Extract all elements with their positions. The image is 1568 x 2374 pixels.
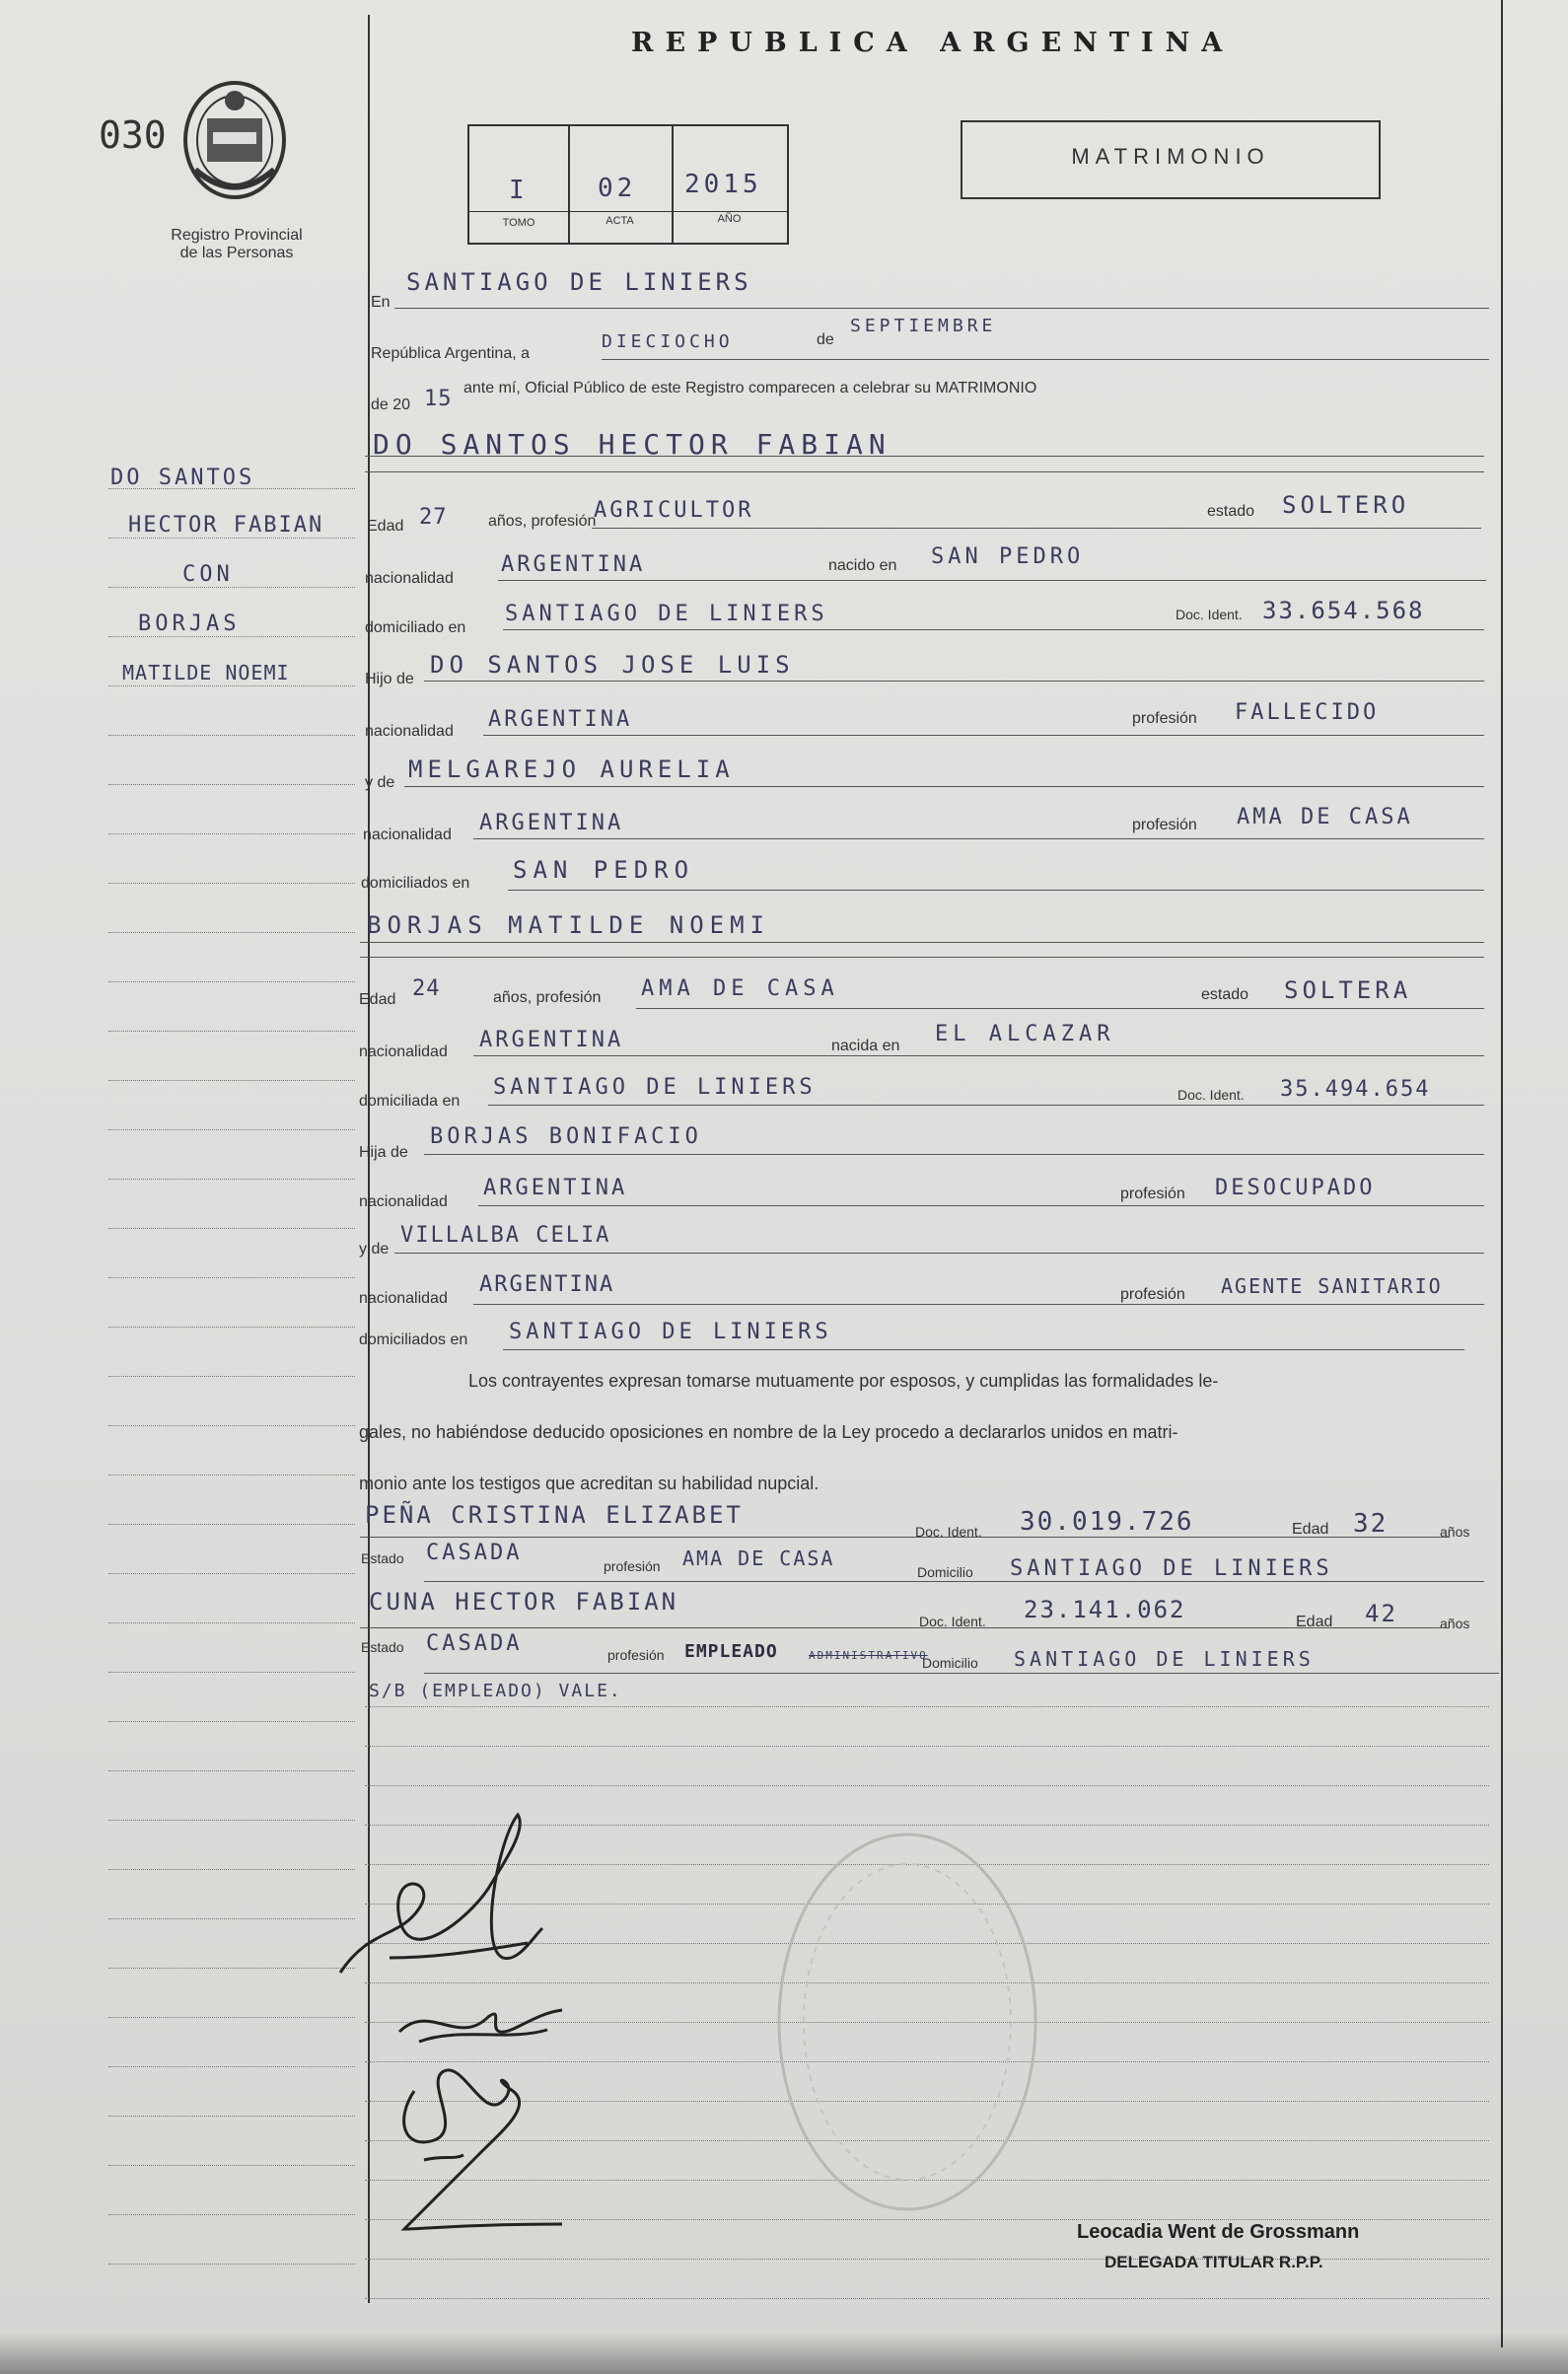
witness1-anos-label: años: [1440, 1524, 1470, 1540]
margin-rule: [108, 1179, 355, 1180]
registry-name-line1: Registro Provincial: [171, 227, 303, 244]
witness1-profesion-label: profesión: [604, 1558, 661, 1574]
bride-nacionalidad: ARGENTINA: [479, 1028, 624, 1052]
margin-rule: [108, 981, 355, 982]
witness2-name: CUNA HECTOR FABIAN: [369, 1588, 679, 1616]
margin-rule: [108, 1820, 355, 1821]
witness1-estado-label: Estado: [361, 1550, 404, 1566]
margin-rule: [108, 1031, 355, 1032]
lugar-label: En: [371, 294, 391, 311]
margin-rule: [108, 932, 355, 933]
groom-estado-label: estado: [1207, 503, 1255, 520]
bride-edad-label: Edad: [359, 991, 396, 1008]
witness2-profesion: EMPLEADO: [684, 1641, 778, 1662]
witness1-profesion: AMA DE CASA: [682, 1547, 835, 1570]
correction-note: S/B (EMPLEADO) VALE.: [369, 1681, 622, 1701]
margin-rule: [108, 1721, 355, 1722]
margin-rule: [108, 2214, 355, 2215]
field-rule: [424, 1673, 1499, 1674]
margin-rule: [108, 1080, 355, 1081]
field-rule: [602, 359, 1489, 360]
groom-doc: 33.654.568: [1262, 597, 1425, 624]
groom-madre-profesion-label: profesión: [1132, 817, 1197, 833]
field-rule: [360, 957, 1484, 958]
registry-seal-icon: [176, 71, 294, 204]
bride-padre: BORJAS BONIFACIO: [430, 1124, 702, 1149]
bride-nacionalidad-label: nacionalidad: [359, 1043, 448, 1060]
field-rule: [503, 1349, 1464, 1350]
bride-domicilio: SANTIAGO DE LINIERS: [493, 1075, 817, 1100]
bride-madre-nacionalidad-label: nacionalidad: [359, 1290, 448, 1307]
witness1-domicilio-label: Domicilio: [917, 1564, 973, 1580]
bride-yde-label: y de: [359, 1241, 390, 1258]
ano-value: 2015: [684, 170, 762, 199]
acta-label: ACTA: [606, 215, 634, 227]
margin-rule: [108, 1277, 355, 1278]
groom-padre-profesion: FALLECIDO: [1235, 700, 1380, 725]
field-rule: [360, 1537, 1450, 1538]
witness1-edad-label: Edad: [1292, 1521, 1329, 1538]
margin-rule: [108, 735, 355, 736]
bride-nacida-en: EL ALCAZAR: [935, 1022, 1115, 1046]
anio-text: ante mí, Oficial Público de este Registro comparecen a celebrar su MATRIMONIO: [463, 380, 1037, 396]
bride-estado: SOLTERA: [1284, 976, 1412, 1004]
margin-rule: [108, 1129, 355, 1130]
body-rule: [365, 1746, 1489, 1747]
margin-rule: [108, 1770, 355, 1771]
groom-nacido-en: SAN PEDRO: [931, 544, 1085, 569]
bride-estado-label: estado: [1201, 986, 1249, 1003]
bride-edad: 24: [412, 976, 441, 1001]
margin-rule: [108, 2116, 355, 2117]
document-type: MATRIMONIO: [1071, 144, 1270, 169]
groom-doc-label: Doc. Ident.: [1176, 607, 1243, 622]
groom-padres-domicilio: SAN PEDRO: [513, 856, 695, 884]
witness2-edad-label: Edad: [1296, 1614, 1333, 1630]
margin-note: CON: [182, 562, 234, 587]
groom-nacionalidad: ARGENTINA: [501, 552, 646, 577]
official-title: DELEGADA TITULAR R.P.P.: [1105, 2253, 1323, 2271]
groom-nacionalidad-label: nacionalidad: [365, 570, 454, 587]
field-rule: [478, 1205, 1484, 1206]
groom-padre-profesion-label: profesión: [1132, 710, 1197, 727]
bride-hija-label: Hija de: [359, 1144, 408, 1161]
bride-padre-nacionalidad: ARGENTINA: [483, 1176, 628, 1200]
dia-label: República Argentina, a: [371, 345, 530, 362]
signature-icon: [390, 1992, 567, 2061]
body-rule: [365, 2298, 1489, 2299]
anio-prefix: de 20: [371, 396, 411, 413]
field-rule: [360, 1627, 1450, 1628]
groom-padres-domicilio-label: domiciliados en: [361, 875, 470, 892]
mes-value: SEPTIEMBRE: [850, 316, 997, 336]
field-rule: [636, 1008, 1484, 1009]
official-stamp-icon: [759, 1825, 1055, 2219]
witness1-domicilio: SANTIAGO DE LINIERS: [1010, 1556, 1333, 1581]
field-rule: [394, 308, 1489, 309]
groom-edad-label: Edad: [367, 518, 404, 535]
field-rule: [592, 528, 1481, 529]
bride-nacida-label: nacida en: [831, 1038, 900, 1054]
groom-madre: MELGAREJO AURELIA: [408, 755, 735, 783]
margin-rule: [108, 1622, 355, 1623]
field-rule: [360, 942, 1484, 943]
margin-rule: [108, 1573, 355, 1574]
declaration-line3: monio ante los testigos que acreditan su habilidad nupcial.: [359, 1474, 820, 1493]
bride-name: BORJAS MATILDE NOEMI: [367, 911, 770, 939]
groom-yde-label: y de: [365, 774, 395, 791]
witness1-name: PEÑA CRISTINA ELIZABET: [365, 1501, 744, 1529]
lugar-value: SANTIAGO DE LINIERS: [406, 268, 752, 296]
margin-rule: [108, 1376, 355, 1377]
mes-label: de: [817, 331, 834, 348]
field-rule: [424, 1581, 1484, 1582]
page-number: 030: [99, 113, 167, 157]
field-rule: [394, 1253, 1484, 1254]
bride-doc: 35.494.654: [1280, 1077, 1431, 1102]
bride-madre-profesion-label: profesión: [1120, 1286, 1185, 1303]
document-type-box: [961, 120, 1381, 199]
groom-padre: DO SANTOS JOSE LUIS: [430, 651, 795, 679]
margin-rule: [108, 2165, 355, 2166]
tomo-value: I: [509, 176, 529, 205]
groom-estado: SOLTERO: [1282, 491, 1410, 519]
dia-value: DIECIOCHO: [602, 331, 734, 352]
witness1-edad: 32: [1353, 1509, 1389, 1539]
bride-madre-profesion: AGENTE SANITARIO: [1221, 1274, 1443, 1298]
margin-rule: [108, 685, 355, 686]
bride-padres-domicilio-label: domiciliados en: [359, 1331, 468, 1348]
groom-edad: 27: [419, 505, 448, 530]
witness2-domicilio-label: Domicilio: [922, 1655, 978, 1671]
acta-value: 02: [598, 174, 637, 203]
witness2-doc-label: Doc. Ident.: [919, 1614, 986, 1629]
groom-madre-nacionalidad: ARGENTINA: [479, 811, 624, 835]
witness1-doc-label: Doc. Ident.: [915, 1524, 982, 1540]
country-title: REPUBLICA ARGENTINA: [631, 28, 1235, 58]
margin-rule: [108, 538, 355, 539]
margin-rule: [108, 833, 355, 834]
witness2-profesion-struck: ADMINISTRATIVO: [809, 1649, 928, 1662]
margin-rule: [108, 883, 355, 884]
margin-note: DO SANTOS: [110, 466, 255, 490]
bride-anos-profesion-label: años, profesión: [493, 989, 602, 1006]
margin-rule: [108, 1918, 355, 1919]
field-rule: [404, 786, 1484, 787]
field-rule: [365, 471, 1484, 472]
body-rule: [365, 1706, 1489, 1707]
margin-rule: [108, 587, 355, 588]
witness1-estado: CASADA: [426, 1541, 523, 1565]
field-rule: [473, 1304, 1484, 1305]
groom-domicilio-label: domiciliado en: [365, 619, 466, 636]
declaration-line2: gales, no habiéndose deducido oposiciones en nombre de la Ley procedo a declararlos unidos en matri-: [359, 1422, 1178, 1442]
bride-doc-label: Doc. Ident.: [1177, 1087, 1245, 1103]
bride-padre-profesion-label: profesión: [1120, 1186, 1185, 1202]
groom-domicilio: SANTIAGO DE LINIERS: [505, 602, 828, 626]
witness2-domicilio: SANTIAGO DE LINIERS: [1014, 1647, 1315, 1671]
groom-padre-nacionalidad-label: nacionalidad: [365, 723, 454, 740]
field-rule: [365, 456, 1484, 457]
groom-profesion: AGRICULTOR: [594, 498, 754, 523]
record-number-box: [467, 124, 789, 245]
margin-note: MATILDE NOEMI: [122, 661, 290, 684]
margin-rule: [108, 1672, 355, 1673]
witness1-doc: 30.019.726: [1020, 1507, 1194, 1537]
margin-rule: [108, 488, 355, 489]
margin-rule: [108, 1228, 355, 1229]
margin-rule: [108, 1425, 355, 1426]
witness2-edad: 42: [1365, 1600, 1397, 1627]
field-rule: [508, 890, 1484, 891]
groom-name: DO SANTOS HECTOR FABIAN: [373, 428, 891, 461]
margin-rule: [108, 784, 355, 785]
margin-rule: [108, 2066, 355, 2067]
field-rule: [483, 735, 1484, 736]
margin-rule: [108, 636, 355, 637]
bride-profesion: AMA DE CASA: [641, 976, 839, 1001]
witness2-estado: CASADA: [426, 1631, 523, 1656]
margin-rule: [108, 2017, 355, 2018]
field-rule: [473, 838, 1484, 839]
margin-rule: [108, 1869, 355, 1870]
bride-madre-nacionalidad: ARGENTINA: [479, 1272, 615, 1297]
margin-rule: [108, 1524, 355, 1525]
margin-rule: [108, 1327, 355, 1328]
page-edge-shadow: [0, 2333, 1568, 2374]
official-name: Leocadia Went de Grossmann: [1077, 2221, 1360, 2243]
bride-padre-profesion: DESOCUPADO: [1215, 1176, 1376, 1200]
field-rule: [424, 1154, 1484, 1155]
signature-icon: [365, 2061, 602, 2259]
margin-rule: [108, 2264, 355, 2265]
declaration-line1: Los contrayentes expresan tomarse mutuamente por esposos, y cumplidas las formalidades le-: [468, 1371, 1219, 1391]
registry-name-line2: de las Personas: [179, 245, 294, 261]
bride-padres-domicilio: SANTIAGO DE LINIERS: [509, 1320, 832, 1344]
field-rule: [473, 1055, 1484, 1056]
bride-padre-nacionalidad-label: nacionalidad: [359, 1193, 448, 1210]
margin-rule: [108, 1968, 355, 1969]
groom-anos-profesion-label: años, profesión: [488, 513, 597, 530]
groom-padre-nacionalidad: ARGENTINA: [488, 707, 633, 732]
groom-madre-nacionalidad-label: nacionalidad: [363, 827, 452, 843]
groom-hijo-label: Hijo de: [365, 671, 414, 687]
tomo-label: TOMO: [502, 217, 535, 229]
bride-madre: VILLALBA CELIA: [400, 1223, 611, 1248]
witness2-anos-label: años: [1440, 1616, 1470, 1631]
field-rule: [498, 580, 1486, 581]
field-rule: [488, 1105, 1484, 1106]
registry-name: [128, 227, 345, 262]
witness2-estado-label: Estado: [361, 1639, 404, 1655]
ano-label: AÑO: [717, 213, 742, 225]
groom-madre-profesion: AMA DE CASA: [1237, 805, 1413, 829]
field-rule: [503, 629, 1484, 630]
signature-icon: [330, 1810, 557, 1987]
margin-note: BORJAS: [138, 611, 241, 636]
bride-domicilio-label: domiciliada en: [359, 1093, 461, 1110]
margin-note: HECTOR FABIAN: [128, 513, 324, 538]
field-rule: [424, 681, 1484, 682]
body-rule: [365, 1785, 1489, 1786]
witness2-profesion-label: profesión: [607, 1647, 665, 1663]
groom-nacido-label: nacido en: [828, 557, 897, 574]
right-border: [1501, 0, 1503, 2347]
anio-value: 15: [424, 387, 453, 411]
witness2-doc: 23.141.062: [1024, 1596, 1186, 1623]
